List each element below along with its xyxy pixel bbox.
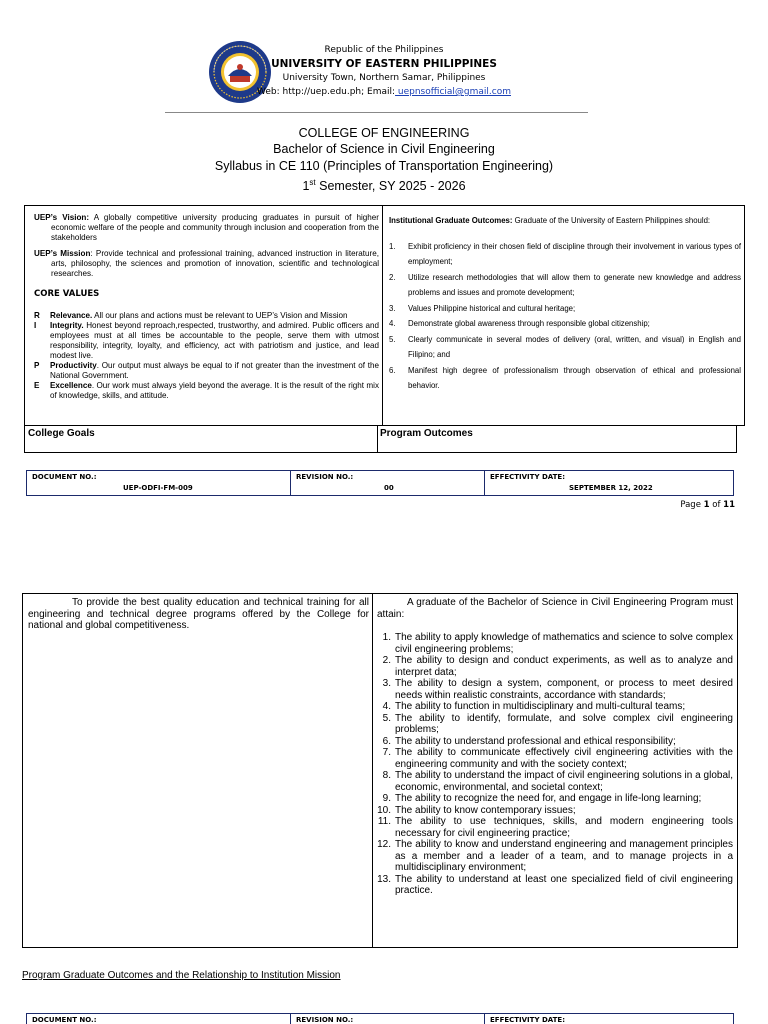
list-item: 3. Values Philippine historical and cultural heritage; — [389, 303, 576, 313]
semester-suffix: st — [309, 178, 316, 187]
list-item: 4. Demonstrate global awareness through responsible global citizenship; — [389, 319, 650, 328]
core-values-title: CORE VALUES — [34, 289, 100, 299]
page-number: Page 1 of 11 — [680, 500, 735, 510]
list-item: 13. The ability to understand at least one specialized field of civil engineering practice. — [377, 873, 733, 896]
core-value-item: P Productivity. Our output must always be equal to if not greater than the investment of the National Government. — [34, 361, 379, 380]
document-info-table — [26, 470, 734, 496]
list-item: 4. The ability to function in multidisciplinary and multi-cultural teams; — [382, 701, 686, 712]
revision-label: REVISION NO.: — [296, 473, 354, 481]
mission-paragraph — [34, 249, 379, 279]
core-value-item: I Integrity. Honest beyond reproach,respected, trustworthy, and admired. Public officers and employees must at all times be accountable to the people, serve them with utmost responsibility, integrity, loyalty, and efficiency, act with patriotism and justice, and lead modest live. — [34, 321, 379, 360]
list-item: 2. The ability to design and conduct experiments, as well as to analyze and interpret data; — [382, 655, 733, 678]
doc-no-label: DOCUMENT NO.: — [32, 1016, 97, 1024]
doc-no-value: UEP-ODFI-FM-009 — [123, 484, 193, 492]
document-info-table — [26, 1013, 734, 1024]
list-item: 6. Manifest high degree of professionalism through observation of ethical and professional behavior. — [389, 365, 741, 390]
list-item: 1. Exhibit proficiency in their chosen field of discipline through their involvement in various types of employment; — [389, 241, 741, 266]
list-item: 1. The ability to apply knowledge of mathematics and science to solve complex civil engineering problems; — [382, 632, 733, 655]
effectivity-cell — [485, 471, 733, 495]
igo-heading — [389, 213, 741, 229]
list-item: 5. Clearly communicate in several modes of delivery (oral, written, and visual) in English and Filipino; and — [389, 334, 741, 359]
header-republic: Republic of the Philippines — [324, 45, 444, 55]
igo-list — [389, 239, 741, 394]
college-goals-heading: College Goals — [28, 428, 95, 439]
header-web-prefix: Web: http://uep.edu.ph; Email: — [257, 87, 396, 97]
goals-divider — [377, 426, 378, 452]
list-item: 3. The ability to design a system, component, or process to meet desired needs within realistic constraints, accordance with standards; — [382, 678, 733, 701]
semester-text: Semester, SY 2025 - 2026 — [315, 179, 466, 194]
revision-cell — [291, 471, 485, 495]
vision-paragraph — [34, 213, 379, 243]
title-program: Bachelor of Science in Civil Engineering — [273, 142, 495, 156]
header-divider — [165, 112, 588, 113]
core-value-item: E Excellence. Our work must always yield beyond the average. It is the result of the right mix of knowledge, skills, and attitude. — [34, 381, 379, 400]
doc-no-label: DOCUMENT NO.: — [32, 473, 97, 481]
vision-text: A globally competitive university producing graduates in pursuit of higher economic welfare of the people and community through inclusion and cooperation from the stakeholders — [51, 213, 379, 242]
pgo-section-title: Program Graduate Outcomes and the Relationship to Institution Mission — [22, 970, 341, 981]
revision-cell — [291, 1014, 485, 1024]
title-semester — [0, 175, 768, 194]
table-divider — [382, 206, 383, 425]
vision-mission-column — [34, 213, 379, 401]
revision-value: 00 — [384, 484, 394, 492]
header-university-name: UNIVERSITY OF EASTERN PHILIPPINES — [271, 58, 497, 70]
program-outcomes-column — [377, 597, 733, 897]
semester-number: 1 — [302, 179, 310, 194]
core-value-item: R Relevance. All our plans and actions must be relevant to UEP’s Vision and Mission — [34, 311, 348, 320]
vision-mission-table — [24, 205, 745, 426]
header-email-link[interactable]: uepnsofficial@gmail.com — [395, 87, 511, 97]
header-address: University Town, Northern Samar, Philippines — [282, 73, 486, 83]
list-item: 6. The ability to understand professional and ethical responsibility; — [382, 735, 676, 747]
effectivity-label: EFFECTIVITY DATE: — [490, 473, 565, 481]
effectivity-value: SEPTEMBER 12, 2022 — [569, 484, 653, 492]
goals-header-row — [24, 425, 737, 453]
po-intro: A graduate of the Bachelor of Science in Civil Engineering Program must attain: — [377, 597, 733, 620]
list-item: 8. The ability to understand the impact of civil engineering solutions in a global, economic, environmental, and societal context; — [382, 770, 733, 793]
title-college: COLLEGE OF ENGINEERING — [298, 126, 470, 140]
institutional-outcomes-column — [389, 213, 741, 394]
revision-label: REVISION NO.: — [296, 1016, 354, 1024]
mission-label: UEP’s Mission — [34, 249, 91, 258]
list-item: 10. The ability to know contemporary issues; — [377, 804, 576, 816]
igo-label: Institutional Graduate Outcomes: — [389, 216, 513, 225]
page-total: 11 — [723, 500, 735, 510]
table-divider — [372, 594, 373, 947]
header-web — [0, 87, 768, 97]
list-item: 12. The ability to know and understand engineering and management principles as a member and a leader of a team, and to manage projects in a multidisciplinary environment; — [377, 839, 733, 873]
vision-label: UEP’s Vision: — [34, 213, 90, 222]
title-course: Syllabus in CE 110 (Principles of Transportation Engineering) — [214, 159, 554, 173]
doc-no-cell — [27, 1014, 291, 1024]
list-item: 2. Utilize research methodologies that will allow them to generate new knowledge and address problems and issues and promote development; — [389, 272, 741, 297]
goals-outcomes-table — [22, 593, 738, 948]
program-outcomes-heading: Program Outcomes — [380, 428, 473, 439]
effectivity-cell — [485, 1014, 733, 1024]
page-current: 1 — [703, 500, 710, 510]
doc-no-cell — [27, 471, 291, 495]
college-goal-text: To provide the best quality education and technical training for all engineering and technical degree programs offered by the College for national and global competitiveness. — [28, 597, 369, 631]
mission-text: : Provide technical and professional training, advanced instruction in literature, arts, philosophy, the sciences and promotion of innovation, scientific and technological researches. — [51, 249, 380, 278]
igo-text: Graduate of the University of Eastern Philippines should: — [512, 216, 711, 225]
list-item: 11. The ability to use techniques, skills, and modern engineering tools necessary for civil engineering practice; — [377, 816, 733, 839]
list-item: 5. The ability to identify, formulate, and solve complex civil engineering problems; — [382, 712, 733, 735]
list-item: 7. The ability to communicate effectively civil engineering activities with the engineering community and with the society context; — [382, 747, 733, 770]
effectivity-label: EFFECTIVITY DATE: — [490, 1016, 565, 1024]
list-item: 9. The ability to recognize the need for, and engage in life-long learning; — [382, 793, 702, 804]
